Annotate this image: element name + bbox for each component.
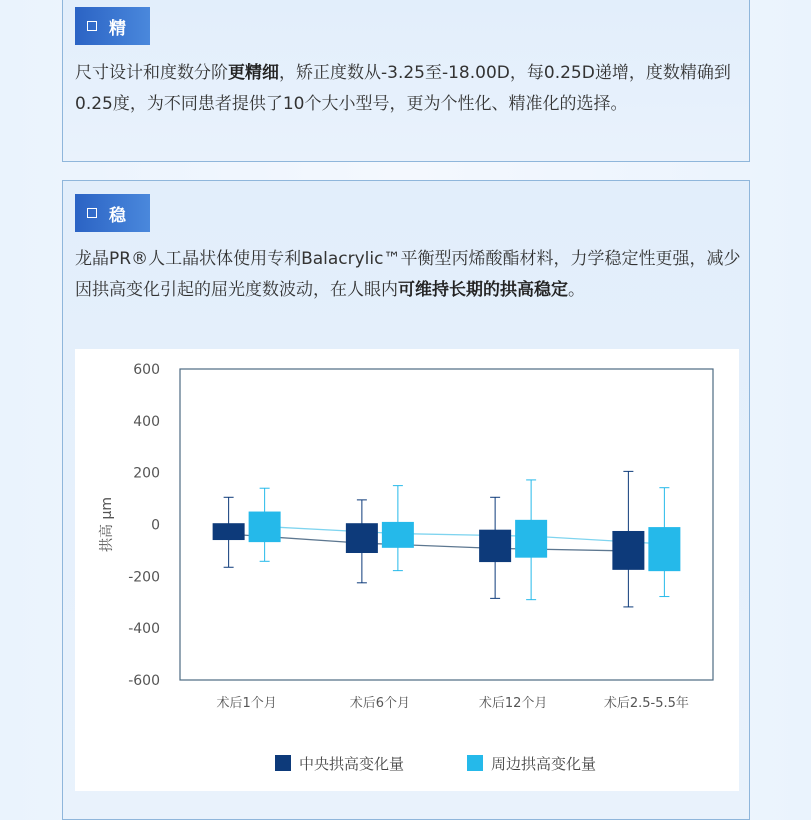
legend-swatch (467, 755, 483, 771)
box-iqr (515, 520, 547, 558)
paragraph-bold-text: 更精细 (228, 63, 279, 83)
vault-change-chart (75, 349, 739, 791)
paragraph-text: 尺寸设计和度数分阶 (75, 63, 228, 83)
section-badge-precision (75, 7, 150, 45)
y-tick-label: 0 (151, 517, 160, 534)
x-tick-label: 术后12个月 (478, 696, 548, 711)
section-stability-card (62, 180, 750, 820)
box-iqr (479, 530, 511, 562)
boxplot-chart-svg (75, 349, 739, 791)
legend-label: 中央拱高变化量 (299, 755, 405, 773)
square-bullet-icon (87, 208, 97, 218)
y-tick-label: -200 (128, 569, 160, 586)
y-tick-label: -600 (128, 673, 160, 689)
section-badge-stability (75, 194, 150, 232)
square-bullet-icon (87, 21, 97, 31)
x-tick-label: 术后2.5-5.5年 (603, 696, 689, 711)
legend-swatch (275, 755, 291, 771)
y-tick-label: 400 (133, 413, 160, 430)
box-iqr (249, 512, 281, 543)
y-tick-label: -400 (128, 621, 160, 638)
legend-label: 周边拱高变化量 (491, 755, 597, 773)
y-axis-label: 拱高 μm (99, 497, 115, 552)
x-tick-label: 术后1个月 (216, 696, 277, 711)
box-iqr (382, 522, 414, 548)
median-trend-line (265, 527, 665, 544)
y-tick-label: 200 (133, 465, 160, 482)
badge-label: 精 (109, 18, 127, 39)
box-iqr (213, 523, 245, 540)
section-precision-card (62, 0, 750, 162)
y-tick-label: 600 (133, 362, 160, 378)
median-trend-line (229, 534, 629, 551)
paragraph-bold-text: 可维持长期的拱高稳定 (398, 280, 568, 300)
paragraph-text: 龙晶PR®人工晶状体使用专利Balacrylic™平衡型丙烯酸酯材料，力学稳定性更强，减少因拱高变化引起的屈光度数波动，在人眼内 (75, 249, 741, 300)
x-tick-label: 术后6个月 (349, 696, 411, 711)
box-iqr (648, 527, 680, 571)
paragraph-text: 。 (568, 280, 585, 300)
precision-paragraph (75, 58, 743, 120)
paragraph-text: ，矫正度数从-3.25至-18.00D，每0.25D递增，度数精确到0.25度，为不同患者提供了10个大小型号，更为个性化、精准化的选择。 (75, 63, 731, 114)
badge-label: 稳 (109, 205, 127, 226)
box-iqr (612, 531, 644, 570)
box-iqr (346, 523, 378, 553)
stability-paragraph (75, 244, 743, 306)
